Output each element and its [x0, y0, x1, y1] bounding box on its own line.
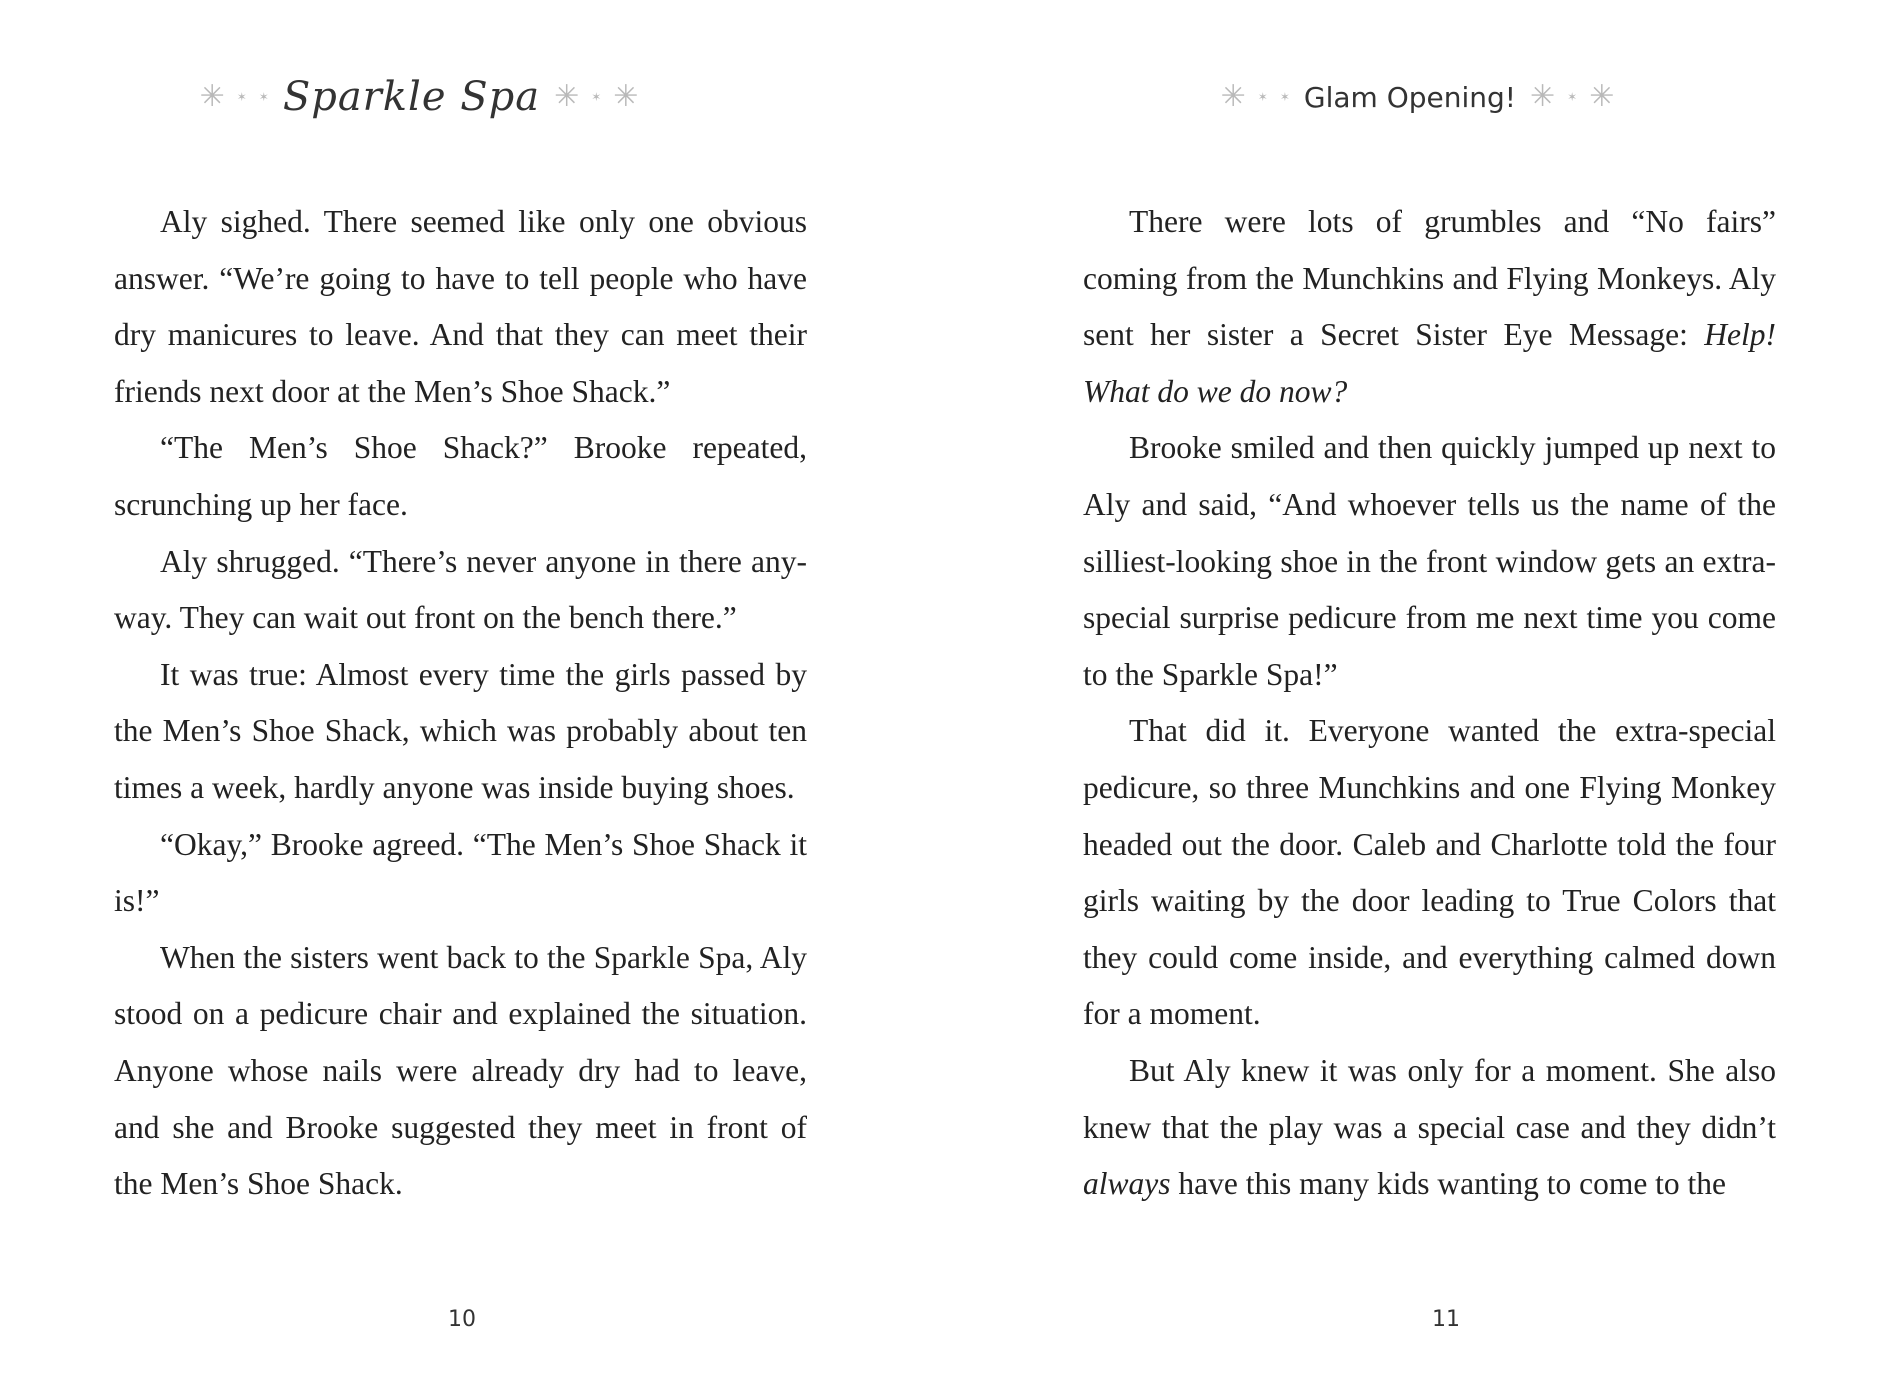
- sparkle-icon: ✳: [1589, 80, 1615, 113]
- paragraph: Brooke smiled and then quickly jumped up next to Aly and said, “And whoever tells us the name of the silliest-looking shoe in the front window gets an extra-special surprise pedicure from me next time you come to the Sparkle Spa!”: [1083, 430, 1776, 692]
- sparkle-icon: ✳: [613, 80, 639, 113]
- paragraph: That did it. Everyone wanted the extra-special pedicure, so three Munchkins and one Flying Monkey headed out the door. Caleb and Charlotte told the four girls waiting by the door leading to True Colors that they could come inside, and everything calmed down for a moment.: [1083, 713, 1776, 1032]
- paragraph-text: There were lots of grumbles and “No fairs” coming from the Munchkins and Flying Monkeys. Aly sent her sister a Secret Sister Eye Message:: [1083, 204, 1776, 353]
- sparkle-icon: ✳: [199, 80, 225, 113]
- running-head: [1098, 62, 1737, 132]
- body-text: [1083, 194, 1776, 1213]
- sparkle-icon: ✶: [236, 90, 247, 104]
- sparkle-icon: ✳: [1220, 80, 1246, 113]
- right-page: [938, 0, 1877, 1396]
- page-number: 10: [448, 1307, 476, 1332]
- sparkle-ornament-right: [554, 82, 638, 112]
- paragraph: Aly sighed. There seemed like only one obvious answer. “We’re going to have to tell people who have dry manicures to leave. And that they can meet their friends next door at the Men’s Shoe Shack.”: [114, 204, 807, 409]
- left-page: [0, 0, 938, 1396]
- sparkle-icon: ✶: [1567, 90, 1578, 104]
- paragraph: When the sisters went back to the Sparkle Spa, Aly stood on a pedicure chair and explained the situation. Anyone whose nails were already dry had to leave, and she and Brooke suggested they meet in front of the Men’s Shoe Shack.: [114, 939, 807, 1202]
- sparkle-ornament-right: [1530, 82, 1614, 112]
- sparkle-icon: ✶: [258, 90, 269, 104]
- paragraph: It was true: Almost every time the girls passed by the Men’s Shoe Shack, which was probably about ten times a week, hardly anyone was inside buying shoes.: [114, 656, 807, 805]
- sparkle-icon: ✶: [1279, 90, 1290, 104]
- paragraph: Aly shrugged. “There’s never anyone in there anyway. They can wait out front on the bench there.”: [114, 543, 807, 636]
- paragraph: [1083, 194, 1776, 420]
- body-text: [114, 194, 807, 1213]
- sparkle-icon: ✳: [554, 80, 580, 113]
- sparkle-ornament-left: [1221, 82, 1290, 112]
- sparkle-ornament-left: [200, 82, 269, 112]
- running-head: [100, 62, 738, 132]
- paragraph: [1083, 1043, 1776, 1213]
- paragraph-text: have this many kids wanting to come to the: [1170, 1166, 1727, 1202]
- chapter-title: Glam Opening!: [1303, 80, 1517, 114]
- paragraph: “Okay,” Brooke agreed. “The Men’s Shoe Shack it is!”: [114, 826, 807, 919]
- sparkle-icon: ✳: [1530, 80, 1556, 113]
- italic-text: always: [1083, 1166, 1171, 1202]
- page-number: 11: [1432, 1307, 1460, 1332]
- sparkle-icon: ✶: [591, 90, 602, 104]
- series-title: Sparkle Spa: [282, 74, 541, 120]
- paragraph: “The Men’s Shoe Shack?” Brooke repeated, scrunching up her face.: [114, 430, 807, 522]
- sparkle-icon: ✶: [1257, 90, 1268, 104]
- paragraph-text: But Aly knew it was only for a moment. She also knew that the play was a special case and they didn’t: [1083, 1052, 1776, 1145]
- italic-text: Help! What do we do now?: [1083, 317, 1776, 409]
